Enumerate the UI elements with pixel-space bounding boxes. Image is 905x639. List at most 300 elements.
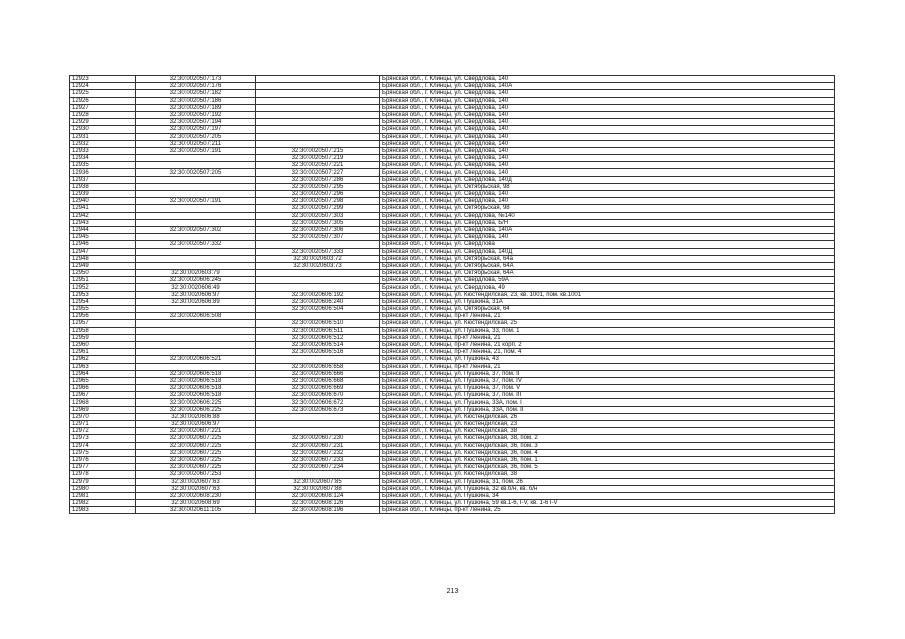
address-cell: Брянская обл., г. Клинцы, ул. Свердлова, 140Д: [380, 248, 835, 255]
table-row: [70, 277, 835, 284]
object-cadastral-number-cell: [256, 356, 380, 363]
table-row: [70, 126, 835, 133]
cadastral-number-cell: 32:30:0020606:508: [136, 313, 256, 320]
cadastral-number-cell: [136, 234, 256, 241]
address-cell: Брянская обл., г. Клинцы, ул. Свердлова, 140: [380, 76, 835, 83]
cadastral-number-cell: [136, 155, 256, 162]
table-row: [70, 500, 835, 507]
address-cell: Брянская обл., г. Клинцы, ул. Октябрьская, 64А: [380, 262, 835, 269]
object-cadastral-number-cell: 32:30:0020606:512: [256, 334, 380, 341]
cadastral-number-cell: [136, 191, 256, 198]
registry-table: [69, 75, 835, 514]
table-row: [70, 155, 835, 162]
cadastral-number-cell: [136, 212, 256, 219]
object-cadastral-number-cell: 32:30:0020606:516: [256, 349, 380, 356]
address-cell: Брянская обл., г. Клинцы, ул. Кюстендилская, 25: [380, 320, 835, 327]
table-row: [70, 456, 835, 463]
address-cell: Брянская обл., г. Клинцы, ул. Свердлова, 49: [380, 284, 835, 291]
record-number-cell: 12949: [70, 262, 136, 269]
cadastral-number-cell: [136, 255, 256, 262]
object-cadastral-number-cell: 32:30:0020606:666: [256, 370, 380, 377]
address-cell: Брянская обл., г. Клинцы, ул. Пушкина, 37, пом. IV: [380, 377, 835, 384]
address-cell: Брянская обл., г. Клинцы, ул. Кюстендилская, 38: [380, 471, 835, 478]
object-cadastral-number-cell: 32:30:0020606:673: [256, 406, 380, 413]
object-cadastral-number-cell: 32:30:0020606:514: [256, 341, 380, 348]
cadastral-number-cell: 32:30:0020607:225: [136, 435, 256, 442]
address-cell: Брянская обл., г. Клинцы, ул. Свердлова, 140: [380, 126, 835, 133]
object-cadastral-number-cell: [256, 270, 380, 277]
table-row: [70, 406, 835, 413]
record-number-cell: 12963: [70, 363, 136, 370]
table-row: [70, 399, 835, 406]
object-cadastral-number-cell: 32:30:0020607:233: [256, 456, 380, 463]
table-row: [70, 313, 835, 320]
cadastral-number-cell: 32:30:0020606:88: [136, 413, 256, 420]
record-number-cell: 12923: [70, 76, 136, 83]
address-cell: Брянская обл., г. Клинцы, пр-кт Ленина, 25: [380, 507, 835, 514]
table-row: [70, 147, 835, 154]
table-row: [70, 241, 835, 248]
object-cadastral-number-cell: [256, 471, 380, 478]
object-cadastral-number-cell: [256, 104, 380, 111]
address-cell: Брянская обл., г. Клинцы, ул. Свердлова, 140: [380, 140, 835, 147]
address-cell: Брянская обл., г. Клинцы, ул. Свердлова, 140: [380, 119, 835, 126]
object-cadastral-number-cell: [256, 97, 380, 104]
table-row: [70, 198, 835, 205]
table-row: [70, 327, 835, 334]
object-cadastral-number-cell: 32:30:0020606:510: [256, 320, 380, 327]
record-number-cell: 12967: [70, 392, 136, 399]
record-number-cell: 12969: [70, 406, 136, 413]
address-cell: Брянская обл., г. Клинцы, ул. Свердлова, 140: [380, 147, 835, 154]
cadastral-number-cell: [136, 248, 256, 255]
table-row: [70, 421, 835, 428]
cadastral-number-cell: 32:30:0020606:89: [136, 298, 256, 305]
cadastral-number-cell: [136, 341, 256, 348]
object-cadastral-number-cell: [256, 126, 380, 133]
record-number-cell: 12958: [70, 327, 136, 334]
table-row: [70, 291, 835, 298]
address-cell: Брянская обл., г. Клинцы, ул. Свердлова, 140: [380, 133, 835, 140]
table-row: [70, 363, 835, 370]
table-row: [70, 104, 835, 111]
table-row: [70, 507, 835, 514]
record-number-cell: 12927: [70, 104, 136, 111]
table-row: [70, 377, 835, 384]
table-row: [70, 90, 835, 97]
record-number-cell: 12933: [70, 147, 136, 154]
address-cell: Брянская обл., г. Клинцы, ул. Октябрьская, 98: [380, 205, 835, 212]
object-cadastral-number-cell: [256, 277, 380, 284]
object-cadastral-number-cell: 32:30:0020607:232: [256, 449, 380, 456]
address-cell: Брянская обл., г. Клинцы, ул. Свердлова, 140: [380, 162, 835, 169]
address-cell: Брянская обл., г. Клинцы, ул. Свердлова, 140д: [380, 176, 835, 183]
table-row: [70, 428, 835, 435]
address-cell: Брянская обл., г. Клинцы, ул. Кюстендилская, 26: [380, 413, 835, 420]
object-cadastral-number-cell: [256, 76, 380, 83]
cadastral-number-cell: 32:30:0020607:225: [136, 456, 256, 463]
cadastral-number-cell: 32:30:0020507:197: [136, 126, 256, 133]
cadastral-number-cell: [136, 162, 256, 169]
cadastral-number-cell: 32:30:0020507:191: [136, 147, 256, 154]
record-number-cell: 12973: [70, 435, 136, 442]
cadastral-number-cell: 32:30:0020611:105: [136, 507, 256, 514]
cadastral-number-cell: 32:30:0020608:230: [136, 492, 256, 499]
record-number-cell: 12935: [70, 162, 136, 169]
address-cell: Брянская обл., г. Клинцы, ул. Октябрьская, 98: [380, 183, 835, 190]
cadastral-number-cell: 32:30:0020606:245: [136, 277, 256, 284]
table-row: [70, 485, 835, 492]
cadastral-number-cell: [136, 320, 256, 327]
object-cadastral-number-cell: [256, 241, 380, 248]
table-row: [70, 356, 835, 363]
table-row: [70, 183, 835, 190]
record-number-cell: 12931: [70, 133, 136, 140]
table-row: [70, 234, 835, 241]
cadastral-number-cell: 32:30:0020607:63: [136, 478, 256, 485]
page-number: 213: [446, 588, 459, 595]
cadastral-number-cell: 32:30:0020607:63: [136, 485, 256, 492]
address-cell: Брянская обл., г. Клинцы, ул. Свердлова, Б/Н: [380, 219, 835, 226]
cadastral-number-cell: 32:30:0020606:518: [136, 370, 256, 377]
address-cell: Брянская обл., г. Клинцы, ул. Свердлова: [380, 241, 835, 248]
record-number-cell: 12976: [70, 456, 136, 463]
address-cell: Брянская обл., г. Клинцы, ул. Свердлова, 140: [380, 234, 835, 241]
address-cell: Брянская обл., г. Клинцы, ул. Свердлова, 140А: [380, 226, 835, 233]
cadastral-number-cell: [136, 349, 256, 356]
address-cell: Брянская обл., г. Клинцы, ул. Кюстендилская, 36, пом. 1: [380, 456, 835, 463]
table-row: [70, 169, 835, 176]
table-row: [70, 298, 835, 305]
table-row: [70, 370, 835, 377]
table-row: [70, 205, 835, 212]
cadastral-number-cell: 32:30:0020507:194: [136, 119, 256, 126]
record-number-cell: 12947: [70, 248, 136, 255]
object-cadastral-number-cell: 32:30:0020608:124: [256, 492, 380, 499]
cadastral-number-cell: [136, 327, 256, 334]
cadastral-number-cell: 32:30:0020606:225: [136, 406, 256, 413]
record-number-cell: 12962: [70, 356, 136, 363]
cadastral-number-cell: [136, 306, 256, 313]
table-row: [70, 270, 835, 277]
object-cadastral-number-cell: 32:30:0020603:72: [256, 255, 380, 262]
address-cell: Брянская обл., г. Клинцы, ул. Пушкина, 59 кв.1-6, I-V, кв. 1-6 I-V: [380, 500, 835, 507]
table-row: [70, 255, 835, 262]
cadastral-number-cell: 32:30:0020507:189: [136, 104, 256, 111]
cadastral-number-cell: [136, 219, 256, 226]
record-number-cell: 12956: [70, 313, 136, 320]
object-cadastral-number-cell: 32:30:0020607:88: [256, 485, 380, 492]
table-row: [70, 306, 835, 313]
object-cadastral-number-cell: 32:30:0020606:672: [256, 399, 380, 406]
object-cadastral-number-cell: 32:30:0020507:333: [256, 248, 380, 255]
table-row: [70, 219, 835, 226]
table-row: [70, 140, 835, 147]
cadastral-number-cell: 32:30:0020507:176: [136, 83, 256, 90]
object-cadastral-number-cell: 32:30:0020507:306: [256, 226, 380, 233]
cadastral-number-cell: 32:30:0020606:225: [136, 399, 256, 406]
cadastral-number-cell: 32:30:0020507:302: [136, 226, 256, 233]
table-row: [70, 212, 835, 219]
registry-table-body: [70, 76, 835, 514]
table-row: [70, 226, 835, 233]
object-cadastral-number-cell: [256, 111, 380, 118]
record-number-cell: 12924: [70, 83, 136, 90]
object-cadastral-number-cell: 32:30:0020507:298: [256, 198, 380, 205]
address-cell: Брянская обл., г. Клинцы, ул. Свердлова, 59А: [380, 277, 835, 284]
cadastral-number-cell: 32:30:0020507:332: [136, 241, 256, 248]
cadastral-number-cell: [136, 363, 256, 370]
record-number-cell: 12945: [70, 234, 136, 241]
record-number-cell: 12961: [70, 349, 136, 356]
table-row: [70, 119, 835, 126]
object-cadastral-number-cell: 32:30:0020607:230: [256, 435, 380, 442]
record-number-cell: 12982: [70, 500, 136, 507]
object-cadastral-number-cell: [256, 313, 380, 320]
cadastral-number-cell: 32:30:0020507:173: [136, 76, 256, 83]
address-cell: Брянская обл., г. Клинцы, ул. Пушкина, 43: [380, 356, 835, 363]
cadastral-number-cell: 32:30:0020507:191: [136, 198, 256, 205]
record-number-cell: 12977: [70, 464, 136, 471]
record-number-cell: 12932: [70, 140, 136, 147]
table-row: [70, 284, 835, 291]
object-cadastral-number-cell: 32:30:0020606:658: [256, 363, 380, 370]
table-row: [70, 478, 835, 485]
record-number-cell: 12959: [70, 334, 136, 341]
object-cadastral-number-cell: 32:30:0020606:670: [256, 392, 380, 399]
record-number-cell: 12940: [70, 198, 136, 205]
table-row: [70, 83, 835, 90]
table-row: [70, 262, 835, 269]
address-cell: Брянская обл., г. Клинцы, ул. Свердлова, 140: [380, 90, 835, 97]
cadastral-number-cell: 32:30:0020607:221: [136, 428, 256, 435]
record-number-cell: 12937: [70, 176, 136, 183]
record-number-cell: 12972: [70, 428, 136, 435]
cadastral-number-cell: [136, 205, 256, 212]
address-cell: Брянская обл., г. Клинцы, ул. Пушкина, 33А, пом. I: [380, 399, 835, 406]
cadastral-number-cell: 32:30:0020608:69: [136, 500, 256, 507]
object-cadastral-number-cell: [256, 413, 380, 420]
object-cadastral-number-cell: 32:30:0020507:296: [256, 191, 380, 198]
object-cadastral-number-cell: 32:30:0020607:85: [256, 478, 380, 485]
address-cell: Брянская обл., г. Клинцы, ул. Пушкина, 31А: [380, 298, 835, 305]
cadastral-number-cell: 32:30:0020606:518: [136, 385, 256, 392]
object-cadastral-number-cell: [256, 119, 380, 126]
object-cadastral-number-cell: 32:30:0020507:219: [256, 155, 380, 162]
object-cadastral-number-cell: 32:30:0020606:192: [256, 291, 380, 298]
record-number-cell: 12926: [70, 97, 136, 104]
cadastral-number-cell: 32:30:0020603:79: [136, 270, 256, 277]
cadastral-number-cell: 32:30:0020607:225: [136, 449, 256, 456]
table-row: [70, 449, 835, 456]
record-number-cell: 12930: [70, 126, 136, 133]
address-cell: Брянская обл., г. Клинцы, ул. Пушкина, 37, пом. III: [380, 392, 835, 399]
object-cadastral-number-cell: 32:30:0020606:668: [256, 377, 380, 384]
object-cadastral-number-cell: [256, 140, 380, 147]
record-number-cell: 12980: [70, 485, 136, 492]
address-cell: Брянская обл., г. Клинцы, ул. Пушкина, 33, пом. 1: [380, 327, 835, 334]
object-cadastral-number-cell: 32:30:0020507:221: [256, 162, 380, 169]
record-number-cell: 12934: [70, 155, 136, 162]
address-cell: Брянская обл., г. Клинцы, ул. Кюстендилская, 38, пом. 2: [380, 435, 835, 442]
object-cadastral-number-cell: [256, 83, 380, 90]
address-cell: Брянская обл., г. Клинцы, ул. Пушкина, 33А, пом. II: [380, 406, 835, 413]
address-cell: Брянская обл., г. Клинцы, ул. Кюстендилская, 38: [380, 428, 835, 435]
record-number-cell: 12978: [70, 471, 136, 478]
cadastral-number-cell: [136, 334, 256, 341]
object-cadastral-number-cell: 32:30:0020507:305: [256, 219, 380, 226]
object-cadastral-number-cell: 32:30:0020606:240: [256, 298, 380, 305]
record-number-cell: 12966: [70, 385, 136, 392]
address-cell: Брянская обл., г. Клинцы, ул. Октябрьская, 64: [380, 306, 835, 313]
cadastral-number-cell: 32:30:0020607:225: [136, 464, 256, 471]
record-number-cell: 12942: [70, 212, 136, 219]
cadastral-number-cell: 32:30:0020607:225: [136, 442, 256, 449]
cadastral-number-cell: 32:30:0020507:182: [136, 90, 256, 97]
cadastral-number-cell: 32:30:0020507:192: [136, 111, 256, 118]
table-row: [70, 162, 835, 169]
record-number-cell: 12979: [70, 478, 136, 485]
record-number-cell: 12939: [70, 191, 136, 198]
table-row: [70, 111, 835, 118]
address-cell: Брянская обл., г. Клинцы, ул. Свердлова, 140: [380, 104, 835, 111]
record-number-cell: 12941: [70, 205, 136, 212]
object-cadastral-number-cell: 32:30:0020507:227: [256, 169, 380, 176]
record-number-cell: 12950: [70, 270, 136, 277]
object-cadastral-number-cell: 32:30:0020507:286: [256, 176, 380, 183]
record-number-cell: 12952: [70, 284, 136, 291]
cadastral-number-cell: [136, 176, 256, 183]
cadastral-number-cell: 32:30:0020606:97: [136, 421, 256, 428]
object-cadastral-number-cell: 32:30:0020607:234: [256, 464, 380, 471]
record-number-cell: 12943: [70, 219, 136, 226]
record-number-cell: 12983: [70, 507, 136, 514]
address-cell: Брянская обл., г. Клинцы, пр-кт Ленина, 21: [380, 363, 835, 370]
record-number-cell: 12955: [70, 306, 136, 313]
object-cadastral-number-cell: [256, 421, 380, 428]
record-number-cell: 12964: [70, 370, 136, 377]
cadastral-number-cell: 32:30:0020507:205: [136, 133, 256, 140]
cadastral-number-cell: 32:30:0020606:518: [136, 392, 256, 399]
cadastral-number-cell: 32:30:0020507:186: [136, 97, 256, 104]
record-number-cell: 12957: [70, 320, 136, 327]
table-row: [70, 176, 835, 183]
address-cell: Брянская обл., г. Клинцы, ул. Свердлова, 140А: [380, 83, 835, 90]
address-cell: Брянская обл., г. Клинцы, ул. Пушкина, 34: [380, 492, 835, 499]
cadastral-number-cell: [136, 183, 256, 190]
table-row: [70, 76, 835, 83]
address-cell: Брянская обл., г. Клинцы, ул. Свердлова, 140: [380, 97, 835, 104]
record-number-cell: 12971: [70, 421, 136, 428]
table-row: [70, 97, 835, 104]
record-number-cell: 12948: [70, 255, 136, 262]
address-cell: Брянская обл., г. Клинцы, пр-кт Ленина, 21, пом. 4: [380, 349, 835, 356]
address-cell: Брянская обл., г. Клинцы, ул. Свердлова, 140: [380, 111, 835, 118]
address-cell: Брянская обл., г. Клинцы, ул. Кюстендилская, 36, пом. 3: [380, 442, 835, 449]
object-cadastral-number-cell: 32:30:0020507:215: [256, 147, 380, 154]
address-cell: Брянская обл., г. Клинцы, ул. Свердлова, 140: [380, 155, 835, 162]
address-cell: Брянская обл., г. Клинцы, ул. Пушкина, 37, пом. V: [380, 385, 835, 392]
object-cadastral-number-cell: 32:30:0020606:511: [256, 327, 380, 334]
address-cell: Брянская обл., г. Клинцы, ул. Кюстендилская, 23, кв. 1001, пом. кв.1001: [380, 291, 835, 298]
object-cadastral-number-cell: 32:30:0020608:196: [256, 507, 380, 514]
record-number-cell: 12951: [70, 277, 136, 284]
table-row: [70, 349, 835, 356]
object-cadastral-number-cell: 32:30:0020606:504: [256, 306, 380, 313]
table-row: [70, 341, 835, 348]
cadastral-number-cell: 32:30:0020606:49: [136, 284, 256, 291]
record-number-cell: 12954: [70, 298, 136, 305]
table-row: [70, 320, 835, 327]
table-row: [70, 413, 835, 420]
address-cell: Брянская обл., г. Клинцы, ул. Пушкина, 37, пом. II: [380, 370, 835, 377]
record-number-cell: 12974: [70, 442, 136, 449]
record-number-cell: 12968: [70, 399, 136, 406]
table-row: [70, 492, 835, 499]
address-cell: Брянская обл., г. Клинцы, пр-кт Ленина, 21: [380, 313, 835, 320]
cadastral-number-cell: 32:30:0020606:521: [136, 356, 256, 363]
record-number-cell: 12936: [70, 169, 136, 176]
record-number-cell: 12938: [70, 183, 136, 190]
object-cadastral-number-cell: 32:30:0020608:126: [256, 500, 380, 507]
object-cadastral-number-cell: 32:30:0020603:73: [256, 262, 380, 269]
cadastral-number-cell: [136, 262, 256, 269]
record-number-cell: 12981: [70, 492, 136, 499]
cadastral-number-cell: 32:30:0020507:211: [136, 140, 256, 147]
record-number-cell: 12953: [70, 291, 136, 298]
address-cell: Брянская обл., г. Клинцы, ул. Свердлова, №140: [380, 212, 835, 219]
address-cell: Брянская обл., г. Клинцы, ул. Свердлова, 140: [380, 169, 835, 176]
address-cell: Брянская обл., г. Клинцы, ул. Кюстендилская, 36, пом. 5: [380, 464, 835, 471]
address-cell: Брянская обл., г. Клинцы, ул. Свердлова, 140: [380, 198, 835, 205]
record-number-cell: 12925: [70, 90, 136, 97]
record-number-cell: 12960: [70, 341, 136, 348]
address-cell: Брянская обл., г. Клинцы, ул. Октябрьская, 64а: [380, 255, 835, 262]
record-number-cell: 12946: [70, 241, 136, 248]
record-number-cell: 12970: [70, 413, 136, 420]
object-cadastral-number-cell: [256, 428, 380, 435]
cadastral-number-cell: 32:30:0020607:253: [136, 471, 256, 478]
address-cell: Брянская обл., г. Клинцы, ул. Кюстендилская, 23: [380, 421, 835, 428]
object-cadastral-number-cell: 32:30:0020507:299: [256, 205, 380, 212]
address-cell: Брянская обл., г. Клинцы, ул. Пушкина, 31, пом. 26: [380, 478, 835, 485]
table-row: [70, 191, 835, 198]
object-cadastral-number-cell: 32:30:0020606:669: [256, 385, 380, 392]
record-number-cell: 12975: [70, 449, 136, 456]
address-cell: Брянская обл., г. Клинцы, ул. Пушкина, 32 кв.б/н, кв. б/н: [380, 485, 835, 492]
object-cadastral-number-cell: 32:30:0020607:231: [256, 442, 380, 449]
object-cadastral-number-cell: [256, 133, 380, 140]
object-cadastral-number-cell: [256, 90, 380, 97]
cadastral-number-cell: 32:30:0020606:97: [136, 291, 256, 298]
object-cadastral-number-cell: [256, 284, 380, 291]
table-row: [70, 385, 835, 392]
address-cell: Брянская обл., г. Клинцы, ул. Свердлова, 140: [380, 191, 835, 198]
record-number-cell: 12929: [70, 119, 136, 126]
record-number-cell: 12965: [70, 377, 136, 384]
object-cadastral-number-cell: 32:30:0020507:307: [256, 234, 380, 241]
table-row: [70, 133, 835, 140]
cadastral-number-cell: 32:30:0020507:205: [136, 169, 256, 176]
table-row: [70, 248, 835, 255]
record-number-cell: 12944: [70, 226, 136, 233]
table-row: [70, 442, 835, 449]
object-cadastral-number-cell: 32:30:0020507:295: [256, 183, 380, 190]
object-cadastral-number-cell: 32:30:0020507:303: [256, 212, 380, 219]
table-row: [70, 471, 835, 478]
address-cell: Брянская обл., г. Клинцы, пр-кт Ленина, 21: [380, 334, 835, 341]
cadastral-number-cell: 32:30:0020606:518: [136, 377, 256, 384]
